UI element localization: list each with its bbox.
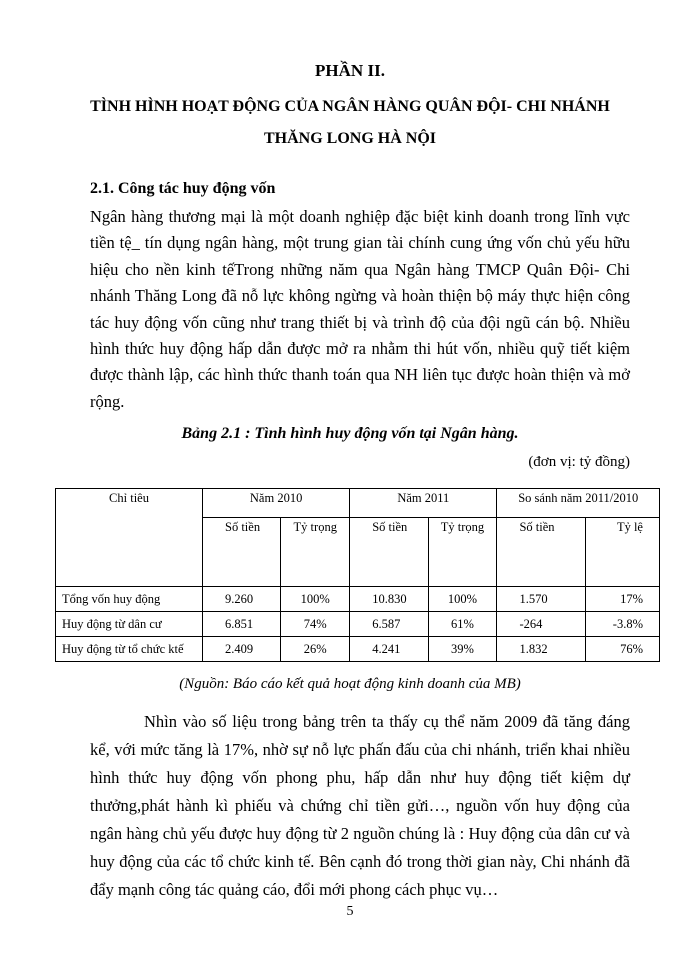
chapter-title-line2: THĂNG LONG HÀ NỘI xyxy=(263,130,436,147)
cell-diff: 1.570 xyxy=(497,587,586,612)
body-paragraph-1: Ngân hàng thương mại là một doanh nghiệp đặc biệt kinh doanh trong lĩnh vực tiền tệ_ tín dụng ngân hàng, một trung gian tài chính cung ứng vốn chủ yếu hữu hiệu cho nền kinh tếTrong những năm qua Ngân hàng TMCP Quân Đội- Chi nhánh Thăng Long đã nỗ lực không ngừng và hoàn thiện bộ máy thực hiện công tác huy động vốn cũng như trang thiết bị và trình độ của đội ngũ cán bộ. Nhiều hình thức huy động hấp dẫn được mở ra nhằm thi hút vốn, nhiều quỹ tiết kiệm được thành lập, các hình thức thanh toán qua NH liên tục được hoàn thiện và mở rộng. xyxy=(90,207,630,411)
subheader-share-2011: Tỷ trọng xyxy=(428,518,497,587)
cell-share-2011: 100% xyxy=(428,587,497,612)
cell-amount-2010: 2.409 xyxy=(203,637,281,662)
table-row xyxy=(56,637,660,662)
header-year-2010: Năm 2010 xyxy=(203,489,350,518)
cell-amount-2011: 4.241 xyxy=(350,637,428,662)
cell-rate: 76% xyxy=(586,637,660,662)
cell-amount-2010: 9.260 xyxy=(203,587,281,612)
cell-diff: -264 xyxy=(497,612,586,637)
table-caption: Bảng 2.1 : Tình hình huy động vốn tại Ngân hàng. xyxy=(181,425,519,442)
row-label: Huy động từ dân cư xyxy=(56,612,203,637)
cell-rate: -3.8% xyxy=(586,612,660,637)
page-number: 5 xyxy=(346,904,354,919)
subheader-share-2010: Tỷ trọng xyxy=(281,518,350,587)
table-row xyxy=(56,587,660,612)
subheader-rate-compare: Tỷ lệ xyxy=(586,518,660,587)
cell-share-2010: 26% xyxy=(281,637,350,662)
subheader-amount-compare: Số tiền xyxy=(497,518,586,587)
cell-amount-2011: 6.587 xyxy=(350,612,428,637)
capital-mobilization-table xyxy=(55,488,660,662)
table-row xyxy=(56,612,660,637)
cell-rate: 17% xyxy=(586,587,660,612)
subheader-amount-2011: Số tiền xyxy=(350,518,428,587)
cell-share-2011: 39% xyxy=(428,637,497,662)
cell-amount-2011: 10.830 xyxy=(350,587,428,612)
cell-share-2011: 61% xyxy=(428,612,497,637)
cell-amount-2010: 6.851 xyxy=(203,612,281,637)
cell-share-2010: 100% xyxy=(281,587,350,612)
row-label: Tổng vốn huy động xyxy=(56,587,203,612)
body-paragraph-2: Nhìn vào số liệu trong bảng trên ta thấy cụ thể năm 2009 đã tăng đáng kể, với mức tăng là 17%, nhờ sự nỗ lực phấn đấu của chi nhánh, triển khai nhiều hình thức huy động vốn phong phu, hấp dẫn như huy động tiết kiệm dự thưởng,phát hành kì phiếu và chứng chỉ tiền gửi…, nguồn vốn huy động của ngân hàng chủ yếu được huy động từ 2 nguồn chúng là : Huy động của dân cư và huy động của các tổ chức kinh tế. Bên cạnh đó trong thời gian này, Chi nhánh đã đẩy mạnh công tác quảng cáo, đổi mới phong cách phục vụ… xyxy=(90,712,630,899)
cell-share-2010: 74% xyxy=(281,612,350,637)
header-indicator: Chỉ tiêu xyxy=(56,489,203,587)
chapter-title-line1: TÌNH HÌNH HOẠT ĐỘNG CỦA NGÂN HÀNG QUÂN ĐỘI- CHI NHÁNH xyxy=(90,98,610,115)
section-heading: 2.1. Công tác huy động vốn xyxy=(90,180,276,197)
header-year-2011: Năm 2011 xyxy=(350,489,497,518)
source-note: (Nguồn: Báo cáo kết quả hoạt động kinh doanh của MB) xyxy=(179,676,521,692)
header-compare: So sánh năm 2011/2010 xyxy=(497,489,660,518)
row-label: Huy động từ tổ chức ktế xyxy=(56,637,203,662)
table-header-row xyxy=(56,489,660,518)
subheader-amount-2010: Số tiền xyxy=(203,518,281,587)
unit-note: (đơn vị: tỷ đồng) xyxy=(528,454,630,470)
cell-diff: 1.832 xyxy=(497,637,586,662)
part-title: PHẦN II. xyxy=(315,61,385,80)
